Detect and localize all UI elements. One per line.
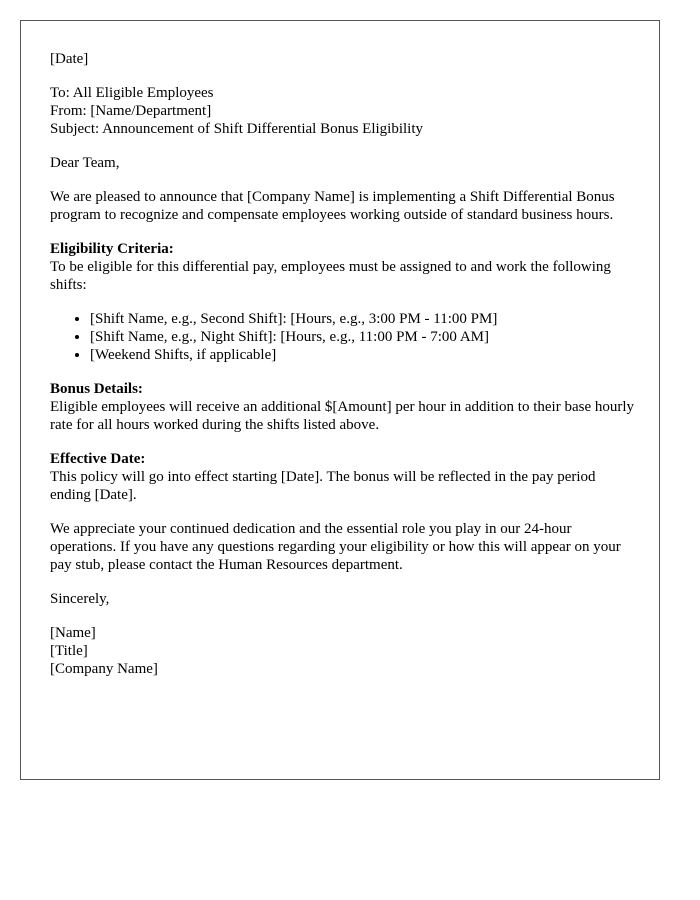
list-item: • [Shift Name, e.g., Night Shift]: [Hours, e.g., 11:00 PM - 7:00 AM] (90, 328, 640, 346)
recipient-line: To: All Eligible Employees (50, 85, 214, 101)
effective-date-heading: Effective Date: (50, 451, 146, 467)
salutation: Dear Team, (50, 155, 120, 171)
intro-paragraph: We are pleased to announce that [Company Name] is implementing a Shift Differential Bonus program to recognize and compensate employees working outside of standard business hours. (50, 189, 615, 223)
effective-date-section (50, 450, 640, 504)
signature-block (50, 624, 640, 678)
signature-name: [Name] (50, 625, 96, 641)
eligibility-heading: Eligibility Criteria: (50, 241, 174, 257)
letter-page (20, 20, 660, 780)
eligibility-text: To be eligible for this differential pay, employees must be assigned to and work the following shifts: (50, 259, 611, 293)
list-item: • [Weekend Shifts, if applicable] (90, 346, 640, 364)
subject-line: Subject: Announcement of Shift Differential Bonus Eligibility (50, 121, 424, 137)
signature-company: [Company Name] (50, 661, 158, 677)
bonus-heading: Bonus Details: (50, 381, 143, 397)
list-item: • [Shift Name, e.g., Second Shift]: [Hours, e.g., 3:00 PM - 11:00 PM] (90, 310, 640, 328)
shift-list (50, 310, 640, 364)
bonus-section (50, 380, 640, 434)
effective-date-text: This policy will go into effect starting [Date]. The bonus will be reflected in the pay period ending [Date]. (50, 469, 596, 503)
closing-paragraph: We appreciate your continued dedication and the essential role you play in our 24-hour operations. If you have any questions regarding your eligibility or how this will appear on your pay stub, please contact the Human Resources department. (50, 521, 621, 573)
signature-title: [Title] (50, 643, 88, 659)
sign-off: Sincerely, (50, 591, 110, 607)
letter-date: [Date] (50, 51, 89, 67)
eligibility-section (50, 240, 640, 364)
letter-header (50, 84, 640, 138)
letter-content (50, 50, 640, 678)
bonus-text: Eligible employees will receive an additional $[Amount] per hour in addition to their base hourly rate for all hours worked during the shifts listed above. (50, 399, 635, 433)
sender-line: From: [Name/Department] (50, 103, 212, 119)
